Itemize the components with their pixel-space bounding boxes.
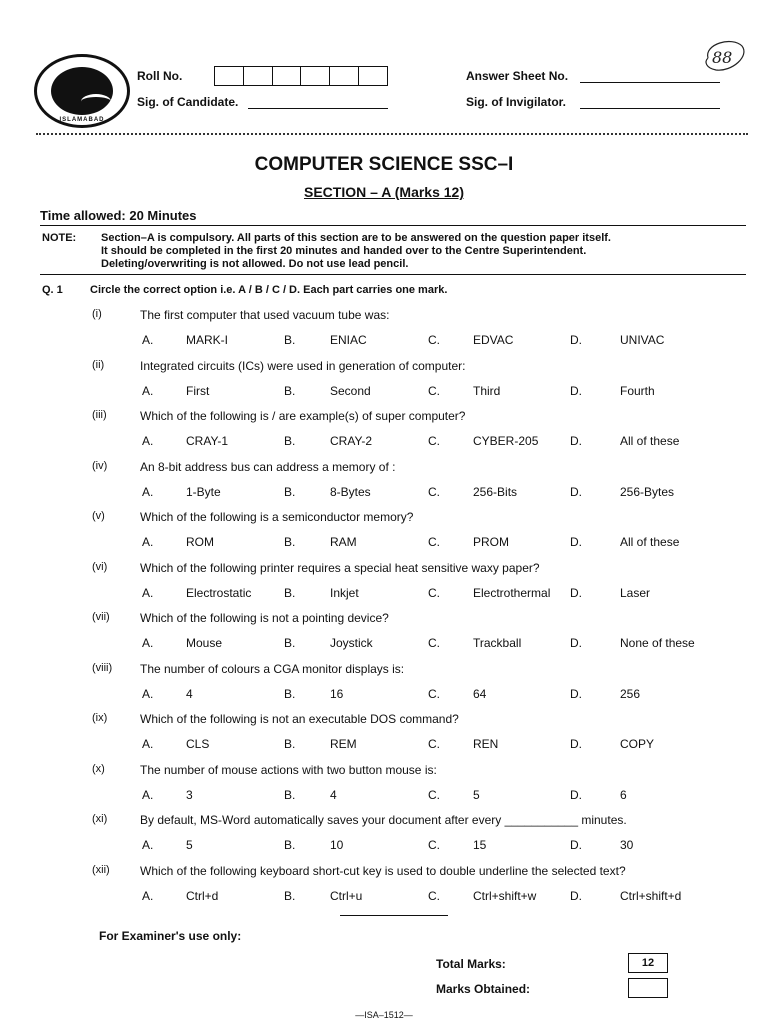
option-letter: C.	[428, 333, 440, 347]
option-letter: A.	[142, 636, 154, 650]
signature-candidate-label: Sig. of Candidate.	[137, 95, 239, 109]
option-letter: B.	[284, 586, 296, 600]
answer-option[interactable]: RAM	[330, 535, 357, 549]
question-text: By default, MS-Word automatically saves your document after every ___________ minutes.	[140, 813, 627, 827]
answer-option[interactable]: 8-Bytes	[330, 485, 371, 499]
answer-option[interactable]: Electrothermal	[473, 586, 551, 600]
option-letter: C.	[428, 586, 440, 600]
seal-text: ISLAMABAD	[59, 117, 105, 123]
answer-option[interactable]: EDVAC	[473, 333, 514, 347]
total-marks-label: Total Marks:	[436, 957, 506, 971]
option-letter: A.	[142, 838, 154, 852]
answer-option[interactable]: Ctrl+u	[330, 889, 363, 903]
option-letter: B.	[284, 333, 296, 347]
answer-option[interactable]: 1-Byte	[186, 485, 221, 499]
question-part-number: (viii)	[92, 662, 113, 674]
option-letter: C.	[428, 889, 440, 903]
handwritten-mark	[702, 36, 748, 76]
option-letter: A.	[142, 485, 154, 499]
answer-option[interactable]: CYBER-205	[473, 434, 539, 448]
answer-option[interactable]: CLS	[186, 737, 210, 751]
answer-option[interactable]: Trackball	[473, 636, 522, 650]
signature-invigilator-label: Sig. of Invigilator.	[466, 95, 567, 109]
answer-option[interactable]: Ctrl+d	[186, 889, 219, 903]
roll-no-cell[interactable]	[330, 67, 359, 85]
option-letter: D.	[570, 737, 582, 751]
question-text: Which of the following is / are example(s) of super computer?	[140, 409, 466, 423]
roll-no-cell[interactable]	[215, 67, 244, 85]
answer-sheet-label: Answer Sheet No.	[466, 69, 569, 83]
answer-option[interactable]: 256-Bytes	[620, 485, 675, 499]
answer-option[interactable]: 10	[330, 838, 344, 852]
seal-emblem	[51, 67, 113, 115]
question-part-number: (xi)	[92, 813, 108, 825]
answer-option[interactable]: ROM	[186, 535, 214, 549]
answer-option[interactable]: Ctrl+shift+d	[620, 889, 682, 903]
option-letter: A.	[142, 586, 154, 600]
answer-option[interactable]: 3	[186, 788, 193, 802]
note-line: Section–A is compulsory. All parts of this section are to be answered on the question paper itself.	[101, 232, 611, 244]
question-part-number: (i)	[92, 308, 102, 320]
option-letter: A.	[142, 889, 154, 903]
option-letter: C.	[428, 485, 440, 499]
option-letter: A.	[142, 434, 154, 448]
answer-option[interactable]: 5	[186, 838, 193, 852]
answer-option[interactable]: Joystick	[330, 636, 373, 650]
roll-no-cell[interactable]	[244, 67, 273, 85]
option-letter: B.	[284, 384, 296, 398]
answer-option[interactable]: CRAY-2	[330, 434, 373, 448]
question-part-number: (vi)	[92, 561, 108, 573]
answer-option[interactable]: Electrostatic	[186, 586, 252, 600]
option-letter: D.	[570, 384, 582, 398]
answer-option[interactable]: CRAY-1	[186, 434, 229, 448]
option-letter: C.	[428, 788, 440, 802]
option-letter: A.	[142, 687, 154, 701]
note-line: Deleting/overwriting is not allowed. Do not use lead pencil.	[101, 258, 409, 270]
answer-option[interactable]: 256	[620, 687, 641, 701]
answer-option[interactable]: Ctrl+shift+w	[473, 889, 537, 903]
option-letter: D.	[570, 636, 582, 650]
question-text: Which of the following is a semiconductor memory?	[140, 510, 414, 524]
marks-obtained-label: Marks Obtained:	[436, 982, 531, 996]
question-text: The first computer that used vacuum tube was:	[140, 308, 390, 322]
option-letter: D.	[570, 535, 582, 549]
option-letter: D.	[570, 838, 582, 852]
answer-option[interactable]: 4	[330, 788, 337, 802]
rule-top	[40, 225, 746, 226]
option-letter: A.	[142, 333, 154, 347]
answer-option[interactable]: 15	[473, 838, 487, 852]
option-letter: C.	[428, 687, 440, 701]
option-letter: B.	[284, 838, 296, 852]
board-seal-logo	[34, 54, 130, 128]
answer-option[interactable]: None of these	[620, 636, 695, 650]
answer-option[interactable]: REN	[473, 737, 499, 751]
answer-option[interactable]: 30	[620, 838, 634, 852]
question-part-number: (iv)	[92, 460, 108, 472]
option-letter: D.	[570, 333, 582, 347]
signature-candidate-field[interactable]	[248, 108, 388, 109]
answer-sheet-field[interactable]	[580, 82, 720, 83]
question-part-number: (ix)	[92, 712, 108, 724]
answer-option[interactable]: REM	[330, 737, 357, 751]
question-text: An 8-bit address bus can address a memory of :	[140, 460, 396, 474]
answer-option[interactable]: All of these	[620, 535, 680, 549]
examiner-label: For Examiner's use only:	[99, 929, 242, 943]
question-part-number: (ii)	[92, 359, 105, 371]
option-letter: D.	[570, 434, 582, 448]
answer-option[interactable]: COPY	[620, 737, 655, 751]
option-letter: D.	[570, 788, 582, 802]
answer-option[interactable]: UNIVAC	[620, 333, 665, 347]
answer-option[interactable]: Laser	[620, 586, 651, 600]
question-part-number: (v)	[92, 510, 105, 522]
question-text: The number of mouse actions with two button mouse is:	[140, 763, 437, 777]
answer-option[interactable]: Third	[473, 384, 501, 398]
rule-bottom	[40, 274, 746, 275]
option-letter: D.	[570, 687, 582, 701]
answer-option[interactable]: Mouse	[186, 636, 223, 650]
answer-option[interactable]: Second	[330, 384, 371, 398]
question-part-number: (x)	[92, 763, 105, 775]
roll-no-cell[interactable]	[359, 67, 387, 85]
question-part-number: (iii)	[92, 409, 107, 421]
handwritten-mark-text: 88	[712, 48, 733, 67]
option-letter: D.	[570, 586, 582, 600]
option-letter: A.	[142, 384, 154, 398]
section-heading: SECTION – A (Marks 12)	[303, 184, 464, 200]
answer-option[interactable]: 256-Bits	[473, 485, 518, 499]
answer-option[interactable]: All of these	[620, 434, 680, 448]
option-letter: C.	[428, 384, 440, 398]
option-letter: A.	[142, 737, 154, 751]
answer-option[interactable]: First	[186, 384, 210, 398]
option-letter: B.	[284, 485, 296, 499]
roll-no-boxes[interactable]	[214, 66, 388, 86]
option-letter: A.	[142, 535, 154, 549]
roll-no-label: Roll No.	[137, 69, 183, 83]
option-letter: B.	[284, 434, 296, 448]
total-marks-box: 12	[628, 953, 668, 973]
option-letter: D.	[570, 889, 582, 903]
answer-option[interactable]: 6	[620, 788, 627, 802]
question-text: Which of the following is not a pointing device?	[140, 611, 389, 625]
note-line: It should be completed in the first 20 minutes and handed over to the Centre Superintendent.	[101, 245, 587, 257]
question-text: Which of the following is not an executable DOS command?	[140, 712, 459, 726]
separator-line	[340, 915, 448, 916]
answer-option[interactable]: Inkjet	[330, 586, 359, 600]
answer-option[interactable]: 16	[330, 687, 344, 701]
paper-title: COMPUTER SCIENCE SSC–I	[254, 154, 514, 175]
option-letter: C.	[428, 636, 440, 650]
question-text: Which of the following keyboard short-cut key is used to double underline the selected text?	[140, 864, 626, 878]
question-text: Integrated circuits (ICs) were used in generation of computer:	[140, 359, 466, 373]
note-text	[101, 232, 746, 271]
question-number: Q. 1	[42, 284, 63, 296]
question-instruction: Circle the correct option i.e. A / B / C / D. Each part carries one mark.	[90, 284, 448, 296]
option-letter: A.	[142, 788, 154, 802]
book-icon	[81, 94, 111, 109]
marks-obtained-box[interactable]	[628, 978, 668, 998]
answer-option[interactable]: 4	[186, 687, 193, 701]
question-text: Which of the following printer requires a special heat sensitive waxy paper?	[140, 561, 540, 575]
option-letter: B.	[284, 687, 296, 701]
answer-option[interactable]: PROM	[473, 535, 509, 549]
answer-option[interactable]: 64	[473, 687, 487, 701]
answer-option[interactable]: 5	[473, 788, 480, 802]
option-letter: B.	[284, 889, 296, 903]
answer-option[interactable]: Fourth	[620, 384, 655, 398]
answer-option[interactable]: ENIAC	[330, 333, 367, 347]
question-text: The number of colours a CGA monitor displays is:	[140, 662, 405, 676]
question-part-number: (vii)	[92, 611, 110, 623]
option-letter: B.	[284, 788, 296, 802]
question-part-number: (xii)	[92, 864, 110, 876]
option-letter: B.	[284, 535, 296, 549]
option-letter: C.	[428, 737, 440, 751]
option-letter: C.	[428, 434, 440, 448]
paper-code-footer: —ISA–1512—	[355, 1010, 413, 1020]
option-letter: B.	[284, 737, 296, 751]
cut-line-divider	[36, 133, 748, 135]
option-letter: B.	[284, 636, 296, 650]
roll-no-cell[interactable]	[301, 67, 330, 85]
time-allowed: Time allowed: 20 Minutes	[40, 208, 197, 223]
option-letter: C.	[428, 535, 440, 549]
roll-no-cell[interactable]	[273, 67, 302, 85]
option-letter: C.	[428, 838, 440, 852]
option-letter: D.	[570, 485, 582, 499]
note-label: NOTE:	[42, 232, 77, 244]
answer-option[interactable]: MARK-I	[186, 333, 228, 347]
signature-invigilator-field[interactable]	[580, 108, 720, 109]
